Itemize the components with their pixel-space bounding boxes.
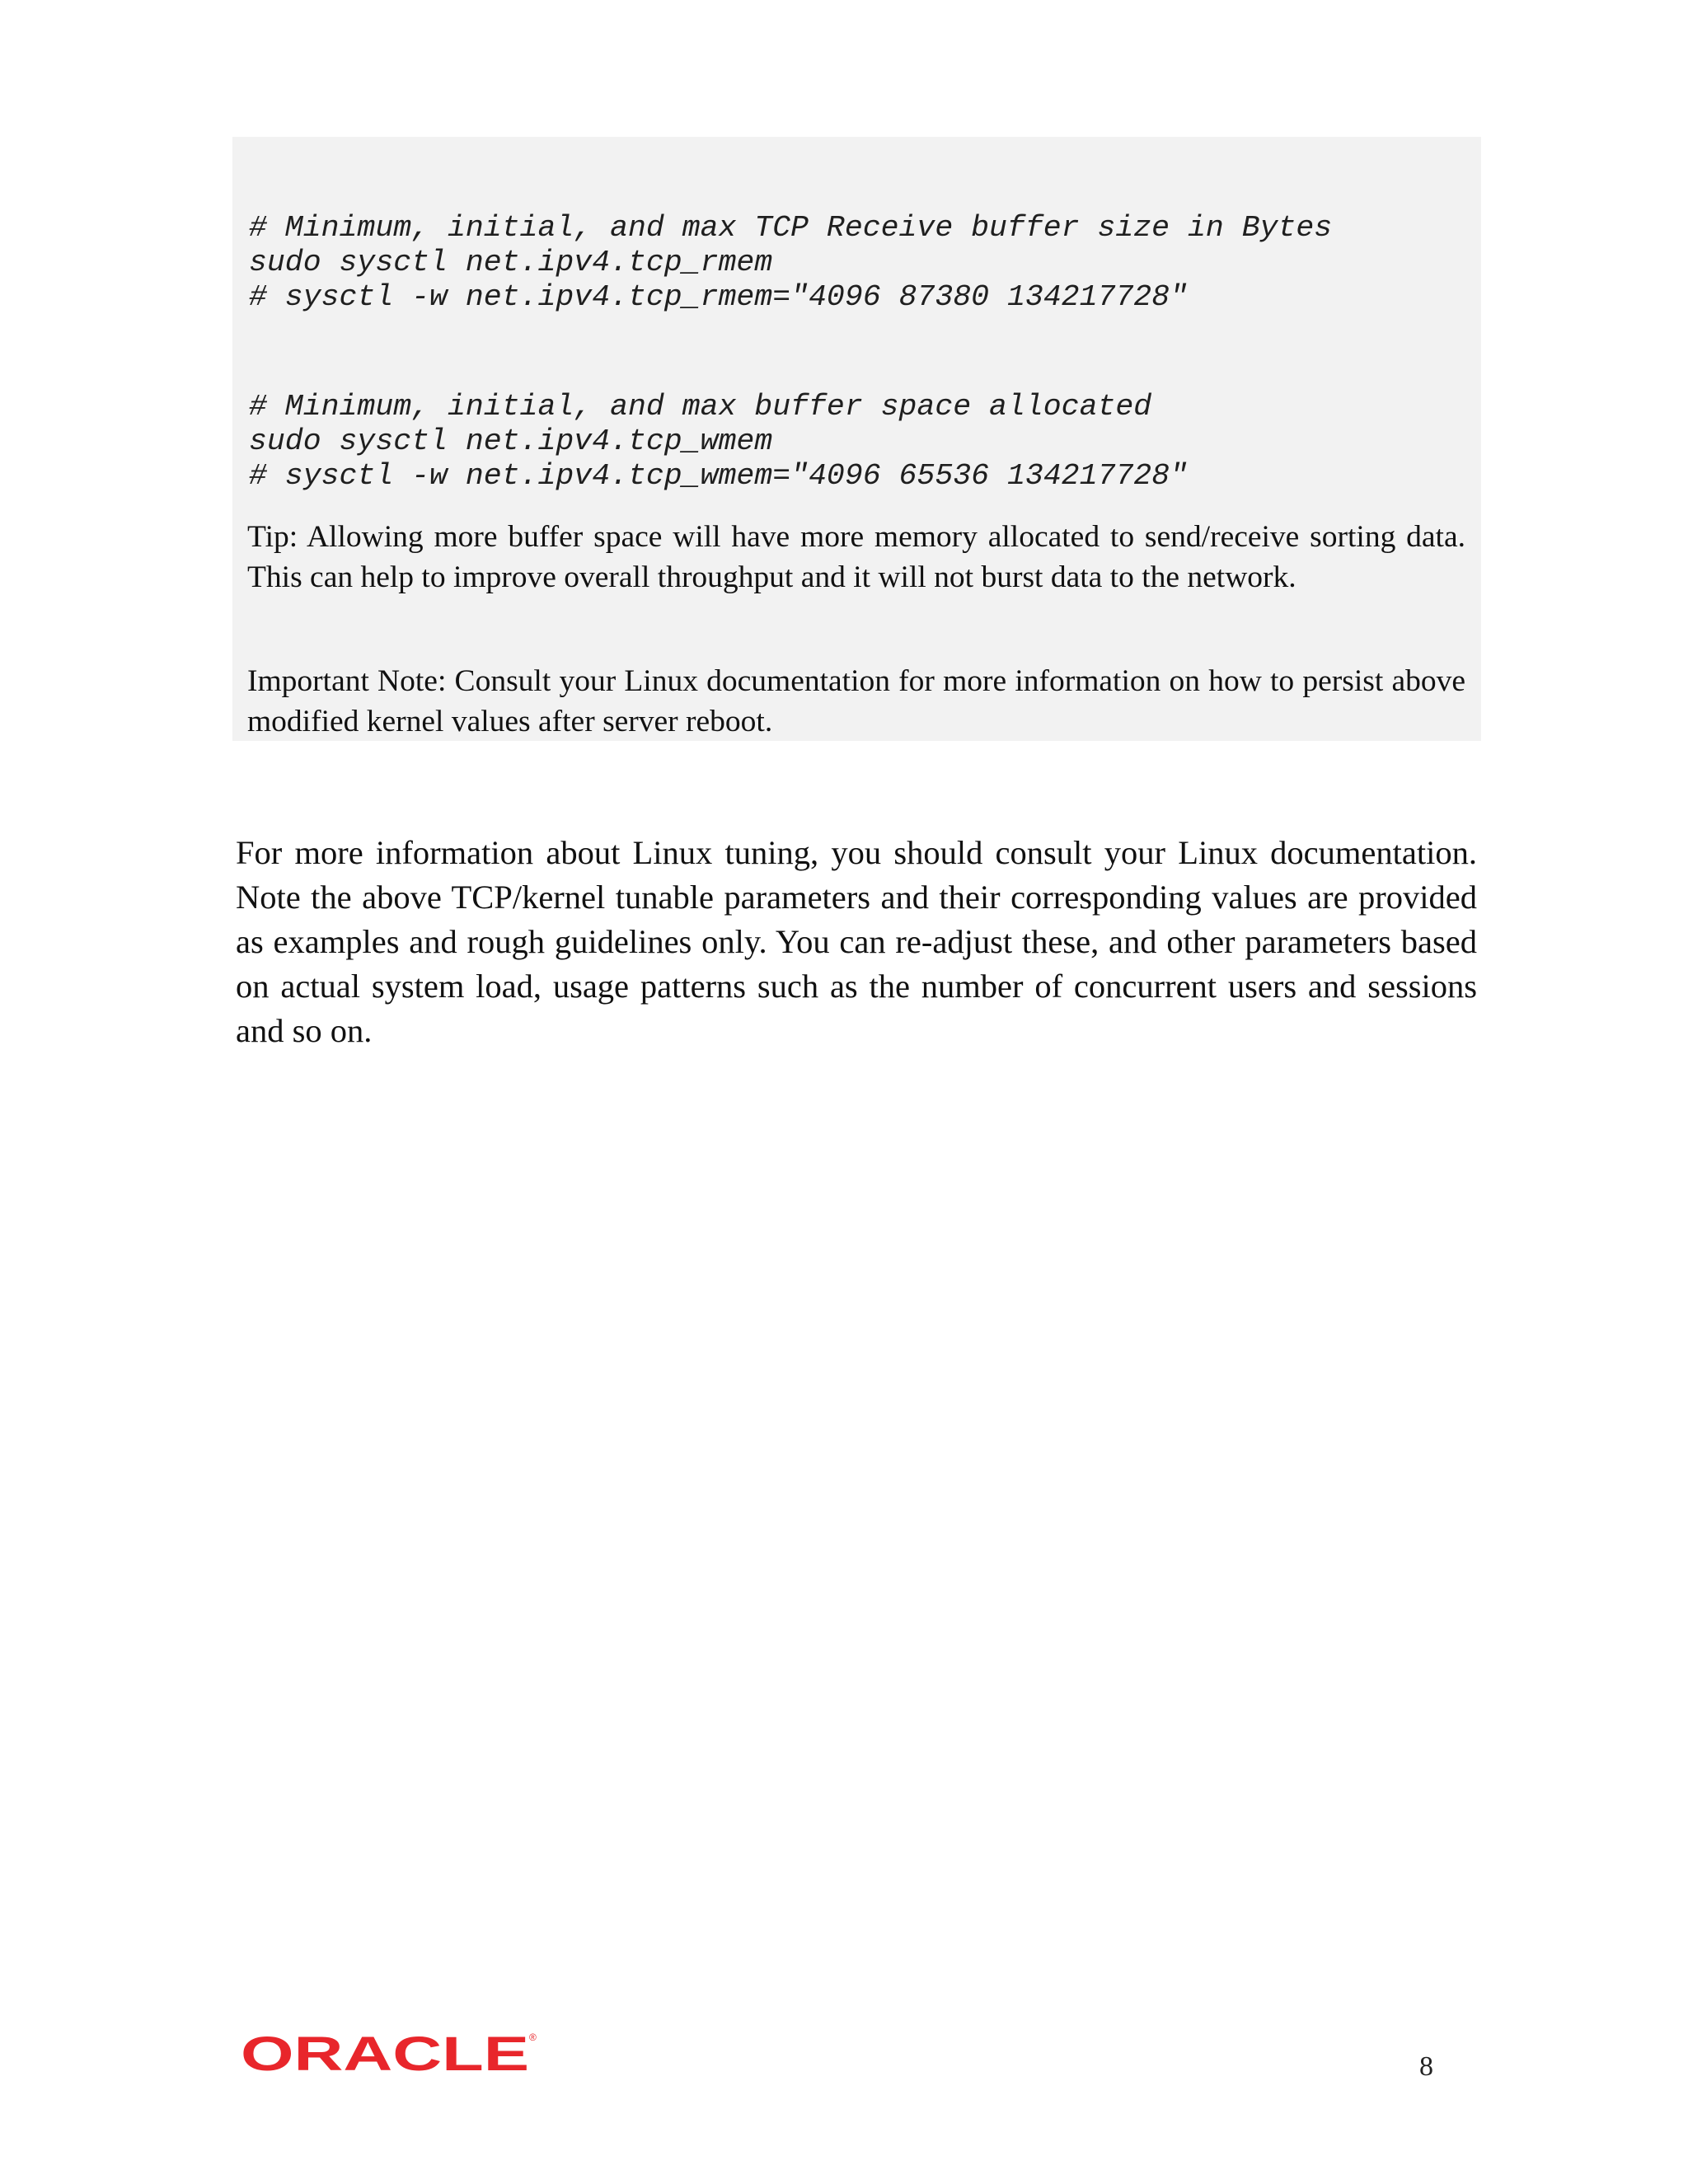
tip-paragraph: Tip: Allowing more buffer space will have more memory allocated to send/receive sorting data. This can help to improve overall throughput and it will not burst data to the network. <box>247 520 1465 594</box>
oracle-logo <box>241 2029 537 2075</box>
code-command-wmem: sudo sysctl net.ipv4.tcp_wmem <box>249 424 773 458</box>
body-paragraph: For more information about Linux tuning, you should consult your Linux documentation. Note the above TCP/kernel tunable parameters and their corresponding values are provided as examples and rough guidelines only. You can re-adjust these, and other parameters based on actual system load, usage patterns such as the number of concurrent users and sessions and so on. <box>236 834 1477 1049</box>
code-command-rmem: sudo sysctl net.ipv4.tcp_rmem <box>249 246 773 279</box>
code-example-wmem: # sysctl -w net.ipv4.tcp_wmem="4096 65536 134217728" <box>249 459 1188 493</box>
oracle-logo-text: ORACLE <box>241 2029 529 2075</box>
code-example-rmem: # sysctl -w net.ipv4.tcp_rmem="4096 87380 134217728" <box>249 280 1188 314</box>
code-comment-wmem: # Minimum, initial, and max buffer space allocated <box>249 390 1152 424</box>
important-note-paragraph: Important Note: Consult your Linux documentation for more information on how to persist above modified kernel values after server reboot. <box>247 664 1465 738</box>
code-comment-rmem: # Minimum, initial, and max TCP Receive buffer size in Bytes <box>249 211 1333 245</box>
page-number: 8 <box>1419 2051 1433 2082</box>
registered-mark: ® <box>529 2032 537 2043</box>
